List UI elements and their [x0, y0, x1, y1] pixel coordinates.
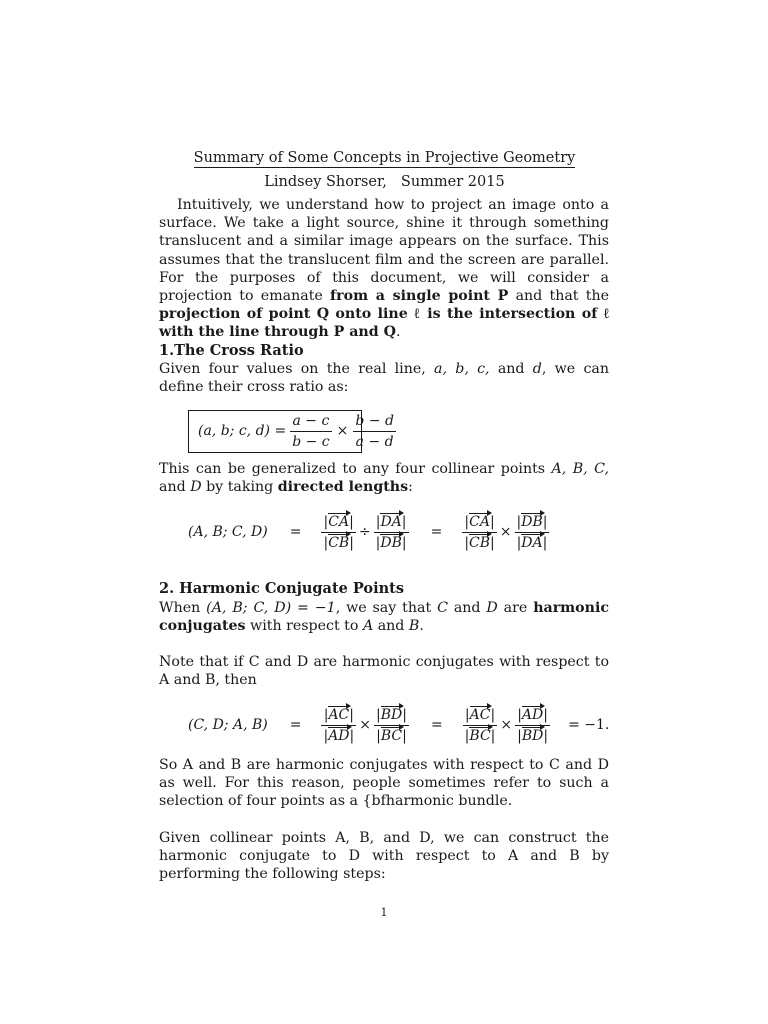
vector-ca: CA	[469, 513, 490, 530]
vector-db: DB	[521, 513, 543, 530]
vector-ac: AC	[469, 706, 491, 723]
vector-bd: BD	[380, 706, 403, 723]
vector-bc: BC	[380, 727, 403, 744]
vector-ad: AD	[521, 706, 544, 723]
directed-lengths-paragraph: This can be generalized to any four collinear points A, B, C, and D by taking directed lengths:	[159, 461, 609, 496]
harmonic-definition-paragraph: When (A, B; C, D) = −1, we say that C and D are harmonic conjugates with respect to A and B.	[159, 600, 609, 635]
construction-paragraph: Given collinear points A, B, and D, we can construct the harmonic conjugate to D with respect to A and B by performing the following steps:	[159, 830, 609, 883]
cross-ratio-directed-equation: (A, B; C, D) = $\frac{|CA|}{|CB|}$ ÷ $\frac{|DA|}{|DB|}$ = $\frac{|CA|}{|CB|}$ × $\frac{|DB|}{|DA|}$	[188, 513, 548, 551]
date: Summer 2015	[400, 174, 505, 190]
vector-db: DB	[380, 534, 402, 551]
author-name: Lindsey Shorser,	[264, 174, 387, 190]
section-heading-harmonic-conjugates: 2. Harmonic Conjugate Points	[159, 580, 405, 597]
page-number: 1	[380, 906, 388, 919]
author-line	[160, 174, 609, 190]
vector-bc: BC	[469, 727, 491, 744]
paper-title: Summary of Some Concepts in Projective Geometry	[193, 150, 576, 166]
vector-bd: BD	[521, 727, 544, 744]
section-heading-cross-ratio: 1.The Cross Ratio	[159, 342, 304, 359]
cross-ratio-intro: Given four values on the real line, a, b, c, and d, we can define their cross ratio as:	[159, 361, 609, 396]
fraction-a-c-over-b-c: $\frac{a - c}{b - c}$	[292, 412, 330, 450]
cross-ratio-formula: (a, b; c, d) = $\frac{a - c}{b - c}$ × $\frac{b - d}{a - d}$	[198, 412, 394, 450]
intro-paragraph: Intuitively, we understand how to project an image onto a surface. We take a light source, shine it through something translucent and a similar image appears on the surface. This assumes that the translucent film and the screen are parallel. For the purposes of this document, we will consider a projection to emanate from a single point P and that the projection of point Q onto line ℓ is the intersection of ℓ with the line through P and Q.	[159, 197, 609, 341]
vector-cb: CB	[469, 534, 491, 551]
harmonic-equation: (C, D; A, B) = $\frac{|AC|}{|AD|}$ × $\frac{|BD|}{|BC|}$ = $\frac{|AC|}{|BC|}$ × $\frac{|AD|}{|BD|}$ = −1.	[188, 706, 610, 744]
vector-da: DA	[521, 534, 543, 551]
vector-ac: AC	[328, 706, 350, 723]
fraction-b-d-over-a-d: $\frac{b - d}{a - d}$	[355, 412, 394, 450]
harmonic-bundle-paragraph: So A and B are harmonic conjugates with respect to C and D as well. For this reason, people sometimes refer to such a selection of four points as a {bfharmonic bundle.	[159, 757, 609, 810]
vector-da: DA	[380, 513, 402, 530]
vector-ca: CA	[328, 513, 350, 530]
note-paragraph: Note that if C and D are harmonic conjugates with respect to A and B, then	[159, 654, 609, 689]
vector-ad: AD	[328, 727, 350, 744]
vector-cb: CB	[328, 534, 350, 551]
